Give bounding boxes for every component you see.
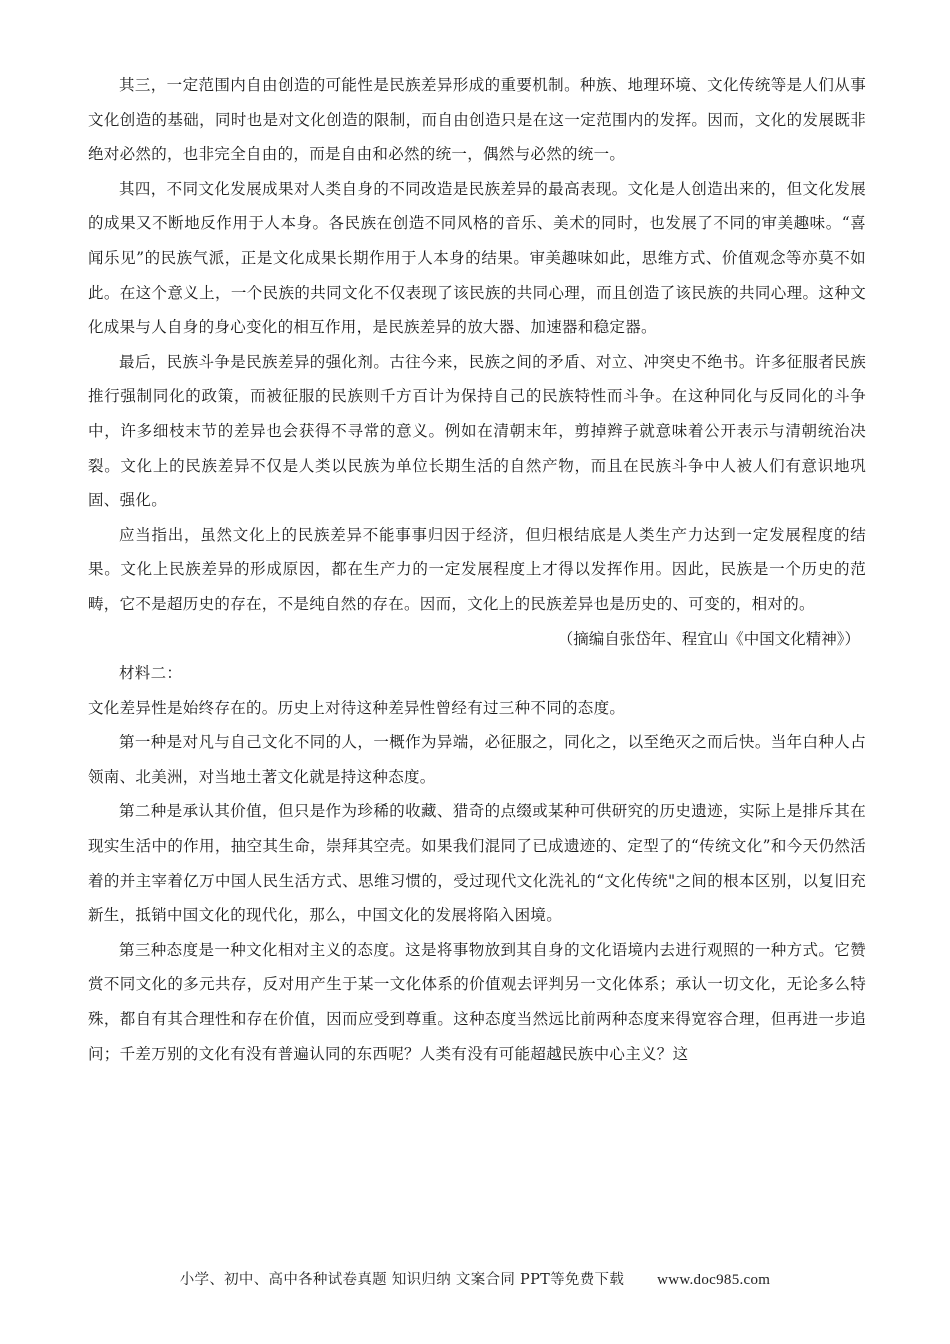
paragraph-4: 其四，不同文化发展成果对人类自身的不同改造是民族差异的最高表现。文化是人创造出来的，但文化发展的成果又不断地反作用于人本身。各民族在创造不同风格的音乐、美术的同时，也发展了不同的审美趣味。“喜闻乐见”的民族气派，正是文化成果长期作用于人本身的结果。审美趣味如此，思维方式、价值观念等亦莫不如此。在这个意义上，一个民族的共同文化不仅表现了该民族的共同心理，而且创造了该民族的共同心理。这种文化成果与人自身的身心变化的相互作用，是民族差异的放大器、加速器和稳定器。: [88, 179, 866, 337]
material2-label: 材料二：: [119, 664, 183, 683]
material2-paragraph-4: 第三种态度是一种文化相对主义的态度。这是将事物放到其自身的文化语境内去进行观照的一种方式。它赞赏不同文化的多元共存，反对用产生于某一文化体系的价值观去评判另一文化体系；承认一切文化，无论多么特殊，都自有其合理性和存在价值，因而应受到尊重。这种态度当然远比前两种态度来得宽容合理，但再进一步追问；千差万别的文化有没有普遍认同的东西呢？人类有没有可能超越民族中心主义？这: [88, 940, 866, 1063]
paragraph-5: 最后，民族斗争是民族差异的强化剂。古往今来，民族之间的矛盾、对立、冲突史不绝书。许多征服者民族推行强制同化的政策，而被征服的民族则千方百计为保持自己的民族特性而斗争。在这种同化与反同化的斗争中，许多细枝末节的差异也会获得不寻常的意义。例如在清朝末年，剪掉辫子就意味着公开表示与清朝统治决裂。文化上的民族差异不仅是人类以民族为单位长期生活的自然产物，而且在民族斗争中人被人们有意识地巩固、强化。: [88, 352, 866, 510]
page-footer: [0, 1268, 950, 1289]
footer-link[interactable]: www.doc985.com: [657, 1272, 771, 1288]
material2-paragraph-2: 第一种是对凡与自己文化不同的人，一概作为异端，必征服之，同化之，以至绝灭之而后快。当年白种人占领南、北美洲，对当地土著文化就是持这种态度。: [88, 733, 866, 786]
paragraph-3: 其三，一定范围内自由创造的可能性是民族差异形成的重要机制。种族、地理环境、文化传统等是人们从事文化创造的基础，同时也是对文化创造的限制，而自由创造只是在这一定范围内的发挥。因而，文化的发展既非绝对必然的，也非完全自由的，而是自由和必然的统一，偶然与必然的统一。: [88, 76, 866, 164]
material2-paragraph-1: 文化差异性是始终存在的。历史上对待这种差异性曾经有过三种不同的态度。: [88, 698, 626, 717]
footer-text: 小学、初中、高中各种试卷真题 知识归纳 文案合同 PPT等免费下载: [179, 1272, 625, 1288]
material2-paragraph-3: 第二种是承认其价值，但只是作为珍稀的收藏、猎奇的点缀或某种可供研究的历史遗迹，实际上是排斥其在现实生活中的作用，抽空其生命，崇拜其空壳。如果我们混同了已成遗迹的、定型了的“传统文化”和今天仍然活着的并主宰着亿万中国人民生活方式、思维习惯的，受过现代文化洗礼的“文化传统"之间的根本区别，以复旧充新生，抵销中国文化的现代化，那么，中国文化的发展将陷入困境。: [88, 802, 866, 925]
paragraph-6: 应当指出，虽然文化上的民族差异不能事事归因于经济，但归根结底是人类生产力达到一定发展程度的结果。文化上民族差异的形成原因，都在生产力的一定发展程度上才得以发挥作用。因此，民族是一个历史的范畴，它不是超历史的存在，不是纯自然的存在。因而，文化上的民族差异也是历史的、可变的，相对的。: [88, 525, 866, 613]
source-citation: （摘编自张岱年、程宜山《中国文化精神》）: [557, 629, 860, 648]
document-body: [88, 68, 866, 1071]
